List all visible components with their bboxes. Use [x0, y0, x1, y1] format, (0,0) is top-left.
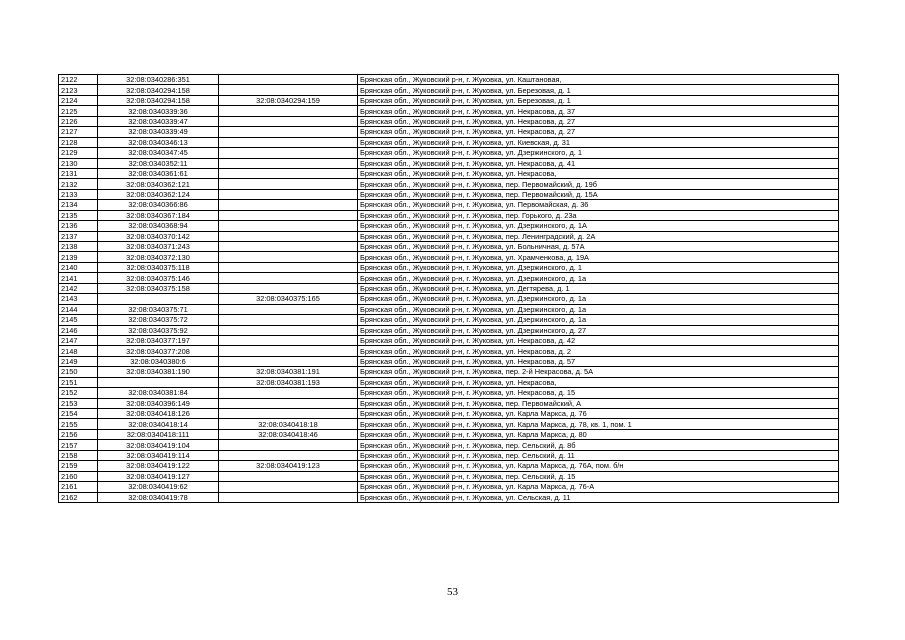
address-cell: Брянская обл., Жуковский р-н, г. Жуковка, пер. Первомайский, д. 15А: [358, 189, 839, 199]
row-number-cell: 2152: [59, 388, 98, 398]
address-cell: Брянская обл., Жуковский р-н, г. Жуковка, пер. Сельский, д. 8б: [358, 440, 839, 450]
cadastral-number-cell: 32:08:0340362:121: [98, 179, 219, 189]
table-row: [59, 200, 839, 210]
related-cadastral-number-cell: [219, 200, 358, 210]
row-number-cell: 2130: [59, 158, 98, 168]
address-cell: Брянская обл., Жуковский р-н, г. Жуковка, ул. Некрасова, д. 2: [358, 346, 839, 356]
related-cadastral-number-cell: [219, 262, 358, 272]
table-row: [59, 148, 839, 158]
address-cell: Брянская обл., Жуковский р-н, г. Жуковка, ул. Карла Маркса, д. 76: [358, 409, 839, 419]
address-cell: Брянская обл., Жуковский р-н, г. Жуковка, ул. Первомайская, д. 36: [358, 200, 839, 210]
cadastral-number-cell: 32:08:0340346:13: [98, 137, 219, 147]
table-row: [59, 419, 839, 429]
table-row: [59, 252, 839, 262]
address-cell: Брянская обл., Жуковский р-н, г. Жуковка, ул. Дегтярева, д. 1: [358, 283, 839, 293]
table-row: [59, 356, 839, 366]
cadastral-number-cell: 32:08:0340367:184: [98, 210, 219, 220]
row-number-cell: 2135: [59, 210, 98, 220]
related-cadastral-number-cell: [219, 346, 358, 356]
related-cadastral-number-cell: [219, 315, 358, 325]
table-row: [59, 482, 839, 492]
row-number-cell: 2136: [59, 221, 98, 231]
table-row: [59, 137, 839, 147]
related-cadastral-number-cell: [219, 388, 358, 398]
address-cell: Брянская обл., Жуковский р-н, г. Жуковка, ул. Некрасова,: [358, 377, 839, 387]
table-row: [59, 75, 839, 85]
row-number-cell: 2137: [59, 231, 98, 241]
table-row: [59, 210, 839, 220]
related-cadastral-number-cell: [219, 356, 358, 366]
row-number-cell: 2159: [59, 461, 98, 471]
row-number-cell: 2138: [59, 242, 98, 252]
address-cell: Брянская обл., Жуковский р-н, г. Жуковка, ул. Карла Маркса, д. 76-А: [358, 482, 839, 492]
related-cadastral-number-cell: [219, 450, 358, 460]
related-cadastral-number-cell: 32:08:0340418:46: [219, 429, 358, 439]
address-cell: Брянская обл., Жуковский р-н, г. Жуковка, ул. Некрасова, д. 37: [358, 106, 839, 116]
table-row: [59, 335, 839, 345]
related-cadastral-number-cell: [219, 179, 358, 189]
cadastral-number-cell: 32:08:0340368:94: [98, 221, 219, 231]
cadastral-number-cell: 32:08:0340361:61: [98, 168, 219, 178]
address-cell: Брянская обл., Жуковский р-н, г. Жуковка, ул. Каштановая,: [358, 75, 839, 85]
cadastral-number-cell: 32:08:0340375:158: [98, 283, 219, 293]
cadastral-number-cell: 32:08:0340366:86: [98, 200, 219, 210]
cadastral-number-cell: 32:08:0340418:111: [98, 429, 219, 439]
address-cell: Брянская обл., Жуковский р-н, г. Жуковка, ул. Березовая, д. 1: [358, 95, 839, 105]
cadastral-number-cell: 32:08:0340419:114: [98, 450, 219, 460]
row-number-cell: 2158: [59, 450, 98, 460]
address-cell: Брянская обл., Жуковский р-н, г. Жуковка, ул. Больничная, д. 57А: [358, 242, 839, 252]
table-row: [59, 294, 839, 304]
cadastral-number-cell: 32:08:0340339:49: [98, 127, 219, 137]
table-row: [59, 242, 839, 252]
table-row: [59, 262, 839, 272]
related-cadastral-number-cell: 32:08:0340419:123: [219, 461, 358, 471]
related-cadastral-number-cell: 32:08:0340375:165: [219, 294, 358, 304]
table-row: [59, 461, 839, 471]
table-row: [59, 388, 839, 398]
cadastral-number-cell: 32:08:0340375:146: [98, 273, 219, 283]
row-number-cell: 2122: [59, 75, 98, 85]
address-cell: Брянская обл., Жуковский р-н, г. Жуковка, пер. Сельский, д. 11: [358, 450, 839, 460]
row-number-cell: 2143: [59, 294, 98, 304]
cadastral-number-cell: 32:08:0340372:130: [98, 252, 219, 262]
registry-table: [58, 74, 839, 503]
page-number: 53: [447, 586, 458, 598]
cadastral-number-cell: 32:08:0340419:104: [98, 440, 219, 450]
cadastral-number-cell: 32:08:0340419:62: [98, 482, 219, 492]
table-row: [59, 325, 839, 335]
cadastral-number-cell: 32:08:0340371:243: [98, 242, 219, 252]
row-number-cell: 2142: [59, 283, 98, 293]
table-row: [59, 168, 839, 178]
table-row: [59, 85, 839, 95]
table-row: [59, 106, 839, 116]
table-row: [59, 315, 839, 325]
table-row: [59, 492, 839, 502]
cadastral-number-cell: 32:08:0340294:158: [98, 95, 219, 105]
registry-table-body: [59, 75, 839, 503]
table-row: [59, 116, 839, 126]
table-row: [59, 189, 839, 199]
cadastral-number-cell: 32:08:0340339:36: [98, 106, 219, 116]
cadastral-number-cell: 32:08:0340339:47: [98, 116, 219, 126]
row-number-cell: 2125: [59, 106, 98, 116]
table-row: [59, 367, 839, 377]
address-cell: Брянская обл., Жуковский р-н, г. Жуковка, ул. Некрасова, д. 42: [358, 335, 839, 345]
address-cell: Брянская обл., Жуковский р-н, г. Жуковка, ул. Храмченкова, д. 19А: [358, 252, 839, 262]
related-cadastral-number-cell: [219, 127, 358, 137]
row-number-cell: 2129: [59, 148, 98, 158]
address-cell: Брянская обл., Жуковский р-н, г. Жуковка, ул. Некрасова, д. 27: [358, 127, 839, 137]
address-cell: Брянская обл., Жуковский р-н, г. Жуковка, ул. Дзержинского, д. 27: [358, 325, 839, 335]
related-cadastral-number-cell: [219, 189, 358, 199]
address-cell: Брянская обл., Жуковский р-н, г. Жуковка, пер. Горького, д. 23а: [358, 210, 839, 220]
related-cadastral-number-cell: [219, 398, 358, 408]
related-cadastral-number-cell: 32:08:0340381:193: [219, 377, 358, 387]
row-number-cell: 2139: [59, 252, 98, 262]
table-row: [59, 127, 839, 137]
address-cell: Брянская обл., Жуковский р-н, г. Жуковка, ул. Карла Маркса, д. 76А, пом. б/н: [358, 461, 839, 471]
address-cell: Брянская обл., Жуковский р-н, г. Жуковка, ул. Некрасова, д. 27: [358, 116, 839, 126]
address-cell: Брянская обл., Жуковский р-н, г. Жуковка, ул. Дзержинского, д. 1а: [358, 304, 839, 314]
address-cell: Брянская обл., Жуковский р-н, г. Жуковка, пер. Сельский, д. 15: [358, 471, 839, 481]
related-cadastral-number-cell: [219, 158, 358, 168]
row-number-cell: 2133: [59, 189, 98, 199]
related-cadastral-number-cell: [219, 335, 358, 345]
address-cell: Брянская обл., Жуковский р-н, г. Жуковка, ул. Киевская, д. 31: [358, 137, 839, 147]
cadastral-number-cell: [98, 294, 219, 304]
table-row: [59, 95, 839, 105]
address-cell: Брянская обл., Жуковский р-н, г. Жуковка, пер. 2-й Некрасова, д. 5А: [358, 367, 839, 377]
cadastral-number-cell: 32:08:0340380:6: [98, 356, 219, 366]
row-number-cell: 2131: [59, 168, 98, 178]
row-number-cell: 2141: [59, 273, 98, 283]
address-cell: Брянская обл., Жуковский р-н, г. Жуковка, пер. Первомайский, д. 19б: [358, 179, 839, 189]
cadastral-number-cell: [98, 377, 219, 387]
cadastral-number-cell: 32:08:0340396:149: [98, 398, 219, 408]
table-row: [59, 158, 839, 168]
row-number-cell: 2153: [59, 398, 98, 408]
address-cell: Брянская обл., Жуковский р-н, г. Жуковка, ул. Сельская, д. 11: [358, 492, 839, 502]
address-cell: Брянская обл., Жуковский р-н, г. Жуковка, ул. Некрасова, д. 15: [358, 388, 839, 398]
cadastral-number-cell: 32:08:0340294:158: [98, 85, 219, 95]
table-row: [59, 409, 839, 419]
row-number-cell: 2160: [59, 471, 98, 481]
related-cadastral-number-cell: [219, 168, 358, 178]
related-cadastral-number-cell: [219, 116, 358, 126]
row-number-cell: 2156: [59, 429, 98, 439]
row-number-cell: 2144: [59, 304, 98, 314]
related-cadastral-number-cell: [219, 137, 358, 147]
related-cadastral-number-cell: [219, 221, 358, 231]
address-cell: Брянская обл., Жуковский р-н, г. Жуковка, ул. Дзержинского, д. 1А: [358, 221, 839, 231]
address-cell: Брянская обл., Жуковский р-н, г. Жуковка, пер. Первомайский, А: [358, 398, 839, 408]
cadastral-number-cell: 32:08:0340419:122: [98, 461, 219, 471]
row-number-cell: 2148: [59, 346, 98, 356]
cadastral-number-cell: 32:08:0340377:197: [98, 335, 219, 345]
row-number-cell: 2123: [59, 85, 98, 95]
table-row: [59, 179, 839, 189]
cadastral-number-cell: 32:08:0340381:190: [98, 367, 219, 377]
related-cadastral-number-cell: [219, 242, 358, 252]
row-number-cell: 2127: [59, 127, 98, 137]
cadastral-number-cell: 32:08:0340419:127: [98, 471, 219, 481]
address-cell: Брянская обл., Жуковский р-н, г. Жуковка, ул. Карла Маркса, д. 78, кв. 1, пом. 1: [358, 419, 839, 429]
address-cell: Брянская обл., Жуковский р-н, г. Жуковка, ул. Дзержинского, д. 1а: [358, 315, 839, 325]
related-cadastral-number-cell: 32:08:0340381:191: [219, 367, 358, 377]
address-cell: Брянская обл., Жуковский р-н, г. Жуковка, ул. Дзержинского, д. 1: [358, 262, 839, 272]
address-cell: Брянская обл., Жуковский р-н, г. Жуковка, ул. Карла Маркса, д. 80: [358, 429, 839, 439]
related-cadastral-number-cell: [219, 148, 358, 158]
related-cadastral-number-cell: [219, 85, 358, 95]
table-row: [59, 231, 839, 241]
related-cadastral-number-cell: [219, 409, 358, 419]
cadastral-number-cell: 32:08:0340419:78: [98, 492, 219, 502]
cadastral-number-cell: 32:08:0340375:118: [98, 262, 219, 272]
related-cadastral-number-cell: [219, 471, 358, 481]
address-cell: Брянская обл., Жуковский р-н, г. Жуковка, ул. Дзержинского, д. 1: [358, 148, 839, 158]
row-number-cell: 2147: [59, 335, 98, 345]
cadastral-number-cell: 32:08:0340347:45: [98, 148, 219, 158]
related-cadastral-number-cell: [219, 482, 358, 492]
cadastral-number-cell: 32:08:0340375:72: [98, 315, 219, 325]
address-cell: Брянская обл., Жуковский р-н, г. Жуковка, ул. Некрасова, д. 57: [358, 356, 839, 366]
related-cadastral-number-cell: [219, 283, 358, 293]
cadastral-number-cell: 32:08:0340362:124: [98, 189, 219, 199]
table-row: [59, 346, 839, 356]
cadastral-number-cell: 32:08:0340375:92: [98, 325, 219, 335]
table-row: [59, 471, 839, 481]
cadastral-number-cell: 32:08:0340375:71: [98, 304, 219, 314]
related-cadastral-number-cell: [219, 273, 358, 283]
row-number-cell: 2146: [59, 325, 98, 335]
address-cell: Брянская обл., Жуковский р-н, г. Жуковка, ул. Дзержинского, д. 1а: [358, 273, 839, 283]
address-cell: Брянская обл., Жуковский р-н, г. Жуковка, ул. Дзержинского, д. 1а: [358, 294, 839, 304]
address-cell: Брянская обл., Жуковский р-н, г. Жуковка, ул. Некрасова, д. 41: [358, 158, 839, 168]
row-number-cell: 2124: [59, 95, 98, 105]
cadastral-number-cell: 32:08:0340352:11: [98, 158, 219, 168]
cadastral-number-cell: 32:08:0340381:84: [98, 388, 219, 398]
address-cell: Брянская обл., Жуковский р-н, г. Жуковка, ул. Некрасова,: [358, 168, 839, 178]
row-number-cell: 2150: [59, 367, 98, 377]
table-row: [59, 440, 839, 450]
cadastral-number-cell: 32:08:0340370:142: [98, 231, 219, 241]
row-number-cell: 2161: [59, 482, 98, 492]
related-cadastral-number-cell: 32:08:0340418:18: [219, 419, 358, 429]
row-number-cell: 2149: [59, 356, 98, 366]
row-number-cell: 2128: [59, 137, 98, 147]
related-cadastral-number-cell: [219, 325, 358, 335]
row-number-cell: 2162: [59, 492, 98, 502]
related-cadastral-number-cell: [219, 75, 358, 85]
row-number-cell: 2151: [59, 377, 98, 387]
related-cadastral-number-cell: 32:08:0340294:159: [219, 95, 358, 105]
cadastral-number-cell: 32:08:0340418:14: [98, 419, 219, 429]
table-row: [59, 304, 839, 314]
row-number-cell: 2155: [59, 419, 98, 429]
cadastral-number-cell: 32:08:0340286:351: [98, 75, 219, 85]
row-number-cell: 2140: [59, 262, 98, 272]
table-row: [59, 377, 839, 387]
related-cadastral-number-cell: [219, 106, 358, 116]
row-number-cell: 2132: [59, 179, 98, 189]
cadastral-number-cell: 32:08:0340377:208: [98, 346, 219, 356]
address-cell: Брянская обл., Жуковский р-н, г. Жуковка, ул. Березовая, д. 1: [358, 85, 839, 95]
table-row: [59, 429, 839, 439]
table-row: [59, 450, 839, 460]
row-number-cell: 2154: [59, 409, 98, 419]
related-cadastral-number-cell: [219, 492, 358, 502]
related-cadastral-number-cell: [219, 231, 358, 241]
table-row: [59, 398, 839, 408]
table-row: [59, 273, 839, 283]
row-number-cell: 2126: [59, 116, 98, 126]
row-number-cell: 2145: [59, 315, 98, 325]
address-cell: Брянская обл., Жуковский р-н, г. Жуковка, пер. Ленинградский, д. 2А: [358, 231, 839, 241]
table-row: [59, 221, 839, 231]
related-cadastral-number-cell: [219, 304, 358, 314]
row-number-cell: 2157: [59, 440, 98, 450]
related-cadastral-number-cell: [219, 210, 358, 220]
row-number-cell: 2134: [59, 200, 98, 210]
cadastral-number-cell: 32:08:0340418:126: [98, 409, 219, 419]
related-cadastral-number-cell: [219, 440, 358, 450]
table-row: [59, 283, 839, 293]
related-cadastral-number-cell: [219, 252, 358, 262]
